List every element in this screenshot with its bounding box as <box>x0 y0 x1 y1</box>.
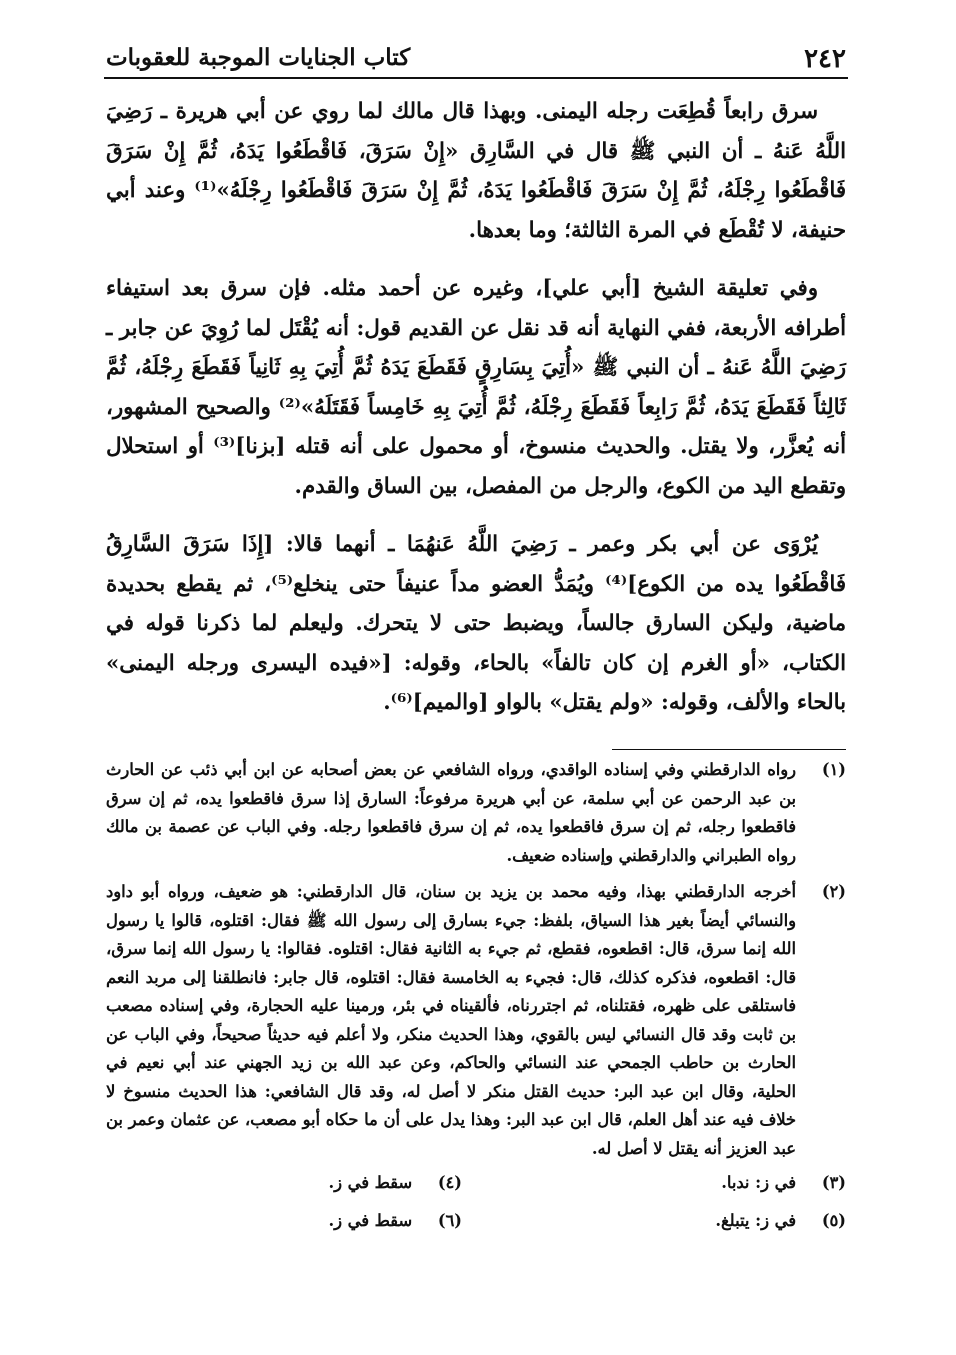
header-rule <box>104 77 848 79</box>
running-title: كتاب الجنايات الموجبة للعقوبات <box>106 44 411 71</box>
footnote-number: (٦) <box>437 1211 462 1230</box>
paragraph-3: يُرْوَى عن أبي بكر وعمر ـ رَضِيَ اللَّهُ عَنهُمَا ـ أنهما قالا: [إِذَا سَرَقَ السَّارِقُ فَاقْطَعُوا يده من الكوع]⁽⁴⁾ ويُمَدُّ العضو مداً عنيفاً حتى ينخلع⁽⁵⁾، ثم يقطع بحديدة ماضية، وليكن السارق جالساً، ويضبط حتى لا يتحرك. وليعلم لما ذكرنا قوله في الكتاب، «أو الغرم إن كان تالفاً» بالحاء، وقوله: [«فيده اليسرى ورجله اليمنى» بالحاء والألف، وقوله: «ولم يقتل» بالواو [والميم]⁽⁶⁾. <box>106 532 847 715</box>
footnote-3 <box>721 1169 846 1198</box>
footnote-text: سقط في ز. <box>328 1211 412 1230</box>
paragraph-2: وفي تعليقة الشيخ [أبي علي]، وغيره عن أحمد مثله. فإن سرق بعد استيفاء أطرافه الأربعة، ففي النهاية أنه قد نقل عن القديم قول: أنه يُقْتَل لما رُوِيَ عن جابر ـ رَضِيَ اللَّهُ عَنهُ ـ أن النبي ﷺ «أُتِيَ بِسَارِقٍ فَقَطَعَ يَدَهُ ثُمَّ أُتِيَ بِهِ ثَانِياً فَقَطَعَ رِجْلَهُ، ثُمَّ ثَالِثاً فَقَطَعَ يَدَهُ، ثُمَّ رَابِعاً فَقَطَعَ رِجْلَهُ، ثُمَّ أُتِيَ بِهِ خَامِساً فَقَتَلَهُ»⁽²⁾ والصحيح المشهور، أنه يُعزَّر، ولا يقتل. والحديث منسوخ، أو محمول على أنه قتله [بزنا]⁽³⁾ أو استحلال وتقطع اليد من الكوع، والرجل من المفصل، بين الساق والقدم. <box>106 276 846 499</box>
footnote-text: في ز: ندبا. <box>721 1173 796 1192</box>
footnote-4 <box>328 1169 462 1198</box>
paragraph-1: سرق رابعاً قُطِعَت رجله اليمنى. وبهذا قال مالك لما روي عن أبي هريرة ـ رَضِيَ اللَّهُ عَنهُ ـ أن النبي ﷺ قال في السَّارِق «إِنْ سَرَقَ، فَاقْطَعُوا يَدَهُ، ثُمَّ إِنْ سَرَقَ فَاقْطَعُوا رِجْلَهُ، ثُمَّ إِنْ سَرَقَ فَاقْطَعُوا يَدَهُ، ثُمَّ إِنْ سَرَقَ فَاقْطَعُوا رِجْلَهُ»⁽¹⁾ وعند أبي حنيفة، لا تُقْطَع في المرة الثالثة؛ وما بعدها. <box>106 99 846 243</box>
footnote-text: سقط في ز. <box>328 1173 412 1192</box>
footnote-number: (٣) <box>821 1173 846 1192</box>
footnote-6 <box>328 1207 462 1236</box>
footnotes <box>106 756 846 1239</box>
footnote-text: أخرجه الدارقطني بهذا، وفيه محمد بن يزيد بن سنان، قال الدارقطني: هو ضعيف، ورواه أبو داود والنسائي أيضاً بغير هذا السياق، بلفظ: جيء بسارق إلى رسول الله ﷺ فقال: اقتلوه، قالوا يا رسول الله إنما سرق، قال: اقطعوه، فقطع، ثم جيء به الثانية فقال: اقتلوه. فقالوا: يا رسول الله إنما سرق، قال: اقطعوه، فذكره كذلك، قال: فجيء به الخامسة فقال: اقتلوه، قال جابر: فانطلقنا إلى مربد النعم فاستلقى على ظهره، فقتلناه، ثم اجتررناه، فألقيناه في بئر، ورمينا عليه الحجارة، وفي إسناده مصعب بن ثابت وقد قال النسائي ليس بالقوي، وهذا الحديث منكر، ولا أعلم فيه حديثاً صحيحاً، وفي الباب عن الحارث بن حاطب الجمحي عند النسائي والحاكم، وعن عبد الله بن زيد الجهني عند أبي نعيم في الحلية، وقال ابن عبد البر: حديث القتل منكر لا أصل له، وقد قال الشافعي: هذا الحديث منسوخ لا خلاف فيه عند أهل العلم، قال ابن عبد البر: وهذا يدل على أن ما حكاه أبو مصعب، عن عثمان وعمر بن عبد العزيز أنه يقتل لا أصل له. <box>106 882 796 1158</box>
footnote-1 <box>106 756 846 870</box>
main-text <box>106 92 846 723</box>
footnote-number: (١) <box>821 760 846 779</box>
footnote-number: (٤) <box>437 1173 462 1192</box>
footnote-number: (٥) <box>821 1211 846 1230</box>
footnote-text: في ز: يتبلغ. <box>715 1211 796 1230</box>
footnote-text: رواه الدارقطني وفي إسناده الواقدي، ورواه الشافعي عن بعض أصحابه عن ابن أبي ذئب عن الحارث بن عبد الرحمن عن أبي سلمة، عن أبي هريرة مرفوعاً: السارق إذا سرق فاقطعوا يده، ثم إن سرق فاقطعوا رجله، ثم إن سرق فاقطعوا يده، ثم إن سرق فاقطعوا رجله. وفي الباب عن عصمة بن مالك رواه الطبراني والدارقطني وإسناده ضعيف. <box>106 760 796 865</box>
page-number: ٢٤٢ <box>804 44 846 74</box>
short-footnotes-row <box>106 1169 846 1201</box>
footnote-number: (٢) <box>821 882 846 901</box>
footnote-separator <box>612 749 846 750</box>
page-header <box>106 40 846 76</box>
footnote-5 <box>715 1207 846 1236</box>
footnote-2 <box>106 878 846 1163</box>
short-footnotes-row <box>106 1207 846 1239</box>
